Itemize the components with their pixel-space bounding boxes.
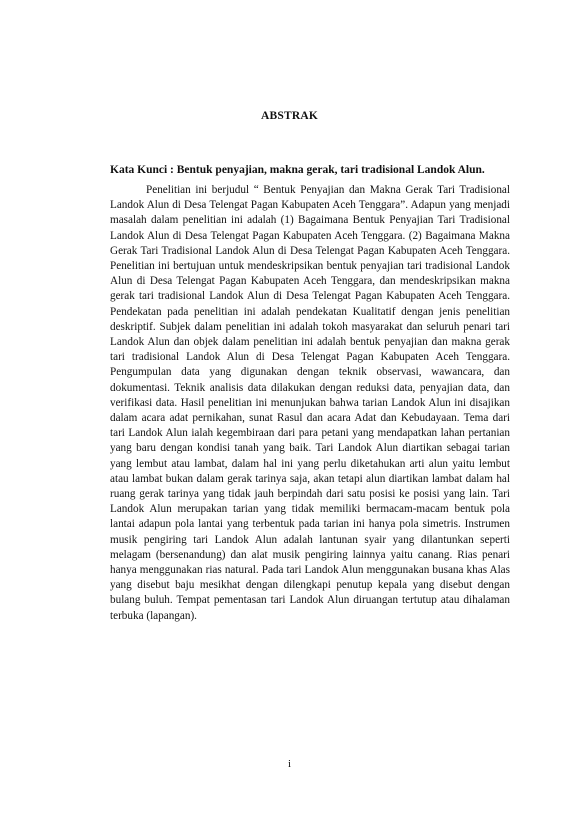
keywords-value: Bentuk penyajian, makna gerak, tari tradisional Landok Alun. <box>176 164 485 176</box>
keywords-label: Kata Kunci : <box>110 164 177 176</box>
keywords-line <box>110 164 510 176</box>
page-title: ABSTRAK <box>261 110 318 122</box>
abstract-paragraph: Penelitian ini berjudul “ Bentuk Penyajian dan Makna Gerak Tari Tradisional Landok Alun di Desa Telengat Pagan Kabupaten Aceh Tenggara”. Adapun yang menjadi masalah dalam penelitian ini adalah (1) Bagaimana Bentuk Penyajian Tari Tradisional Landok Alun di Desa Telengat Pagan Kabupaten Aceh Tenggara. (2) Bagaimana Makna Gerak Tari Tradisional Landok Alun di Desa Telengat Pagan Kabupaten Aceh Tenggara. Penelitian ini bertujuan untuk mendeskripsikan bentuk penyajian tari tradisional Landok Alun di Desa Telengat Pagan Kabupaten Aceh Tenggara, dan mendeskripsikan makna gerak tari tradisional Landok Alun di Desa Telengat Pagan Kabupaten Aceh Tenggara. Pendekatan pada penelitian ini adalah pendekatan Kualitatif dengan jenis penelitian deskriptif. Subjek dalam penelitian ini adalah tokoh masyarakat dan seluruh penari tari Landok Alun dan objek dalam penelitian ini adalah bentuk penyajian dan makna gerak tari tradisional Landok Alun di Desa Telengat Pagan Kabupaten Aceh Tenggara. Pengumpulan data yang digunakan dengan teknik observasi, wawancara, dan dokumentasi. Teknik analisis data dilakukan dengan reduksi data, penyajian data, dan verifikasi data. Hasil penelitian ini menunjukan bahwa tarian Landok Alun ini disajikan dalam acara adat pernikahan, sunat Rasul dan acara Adat dan Kebudayaan. Tema dari tari Landok Alun ialah kegembiraan dari para petani yang mendapatkan lahan pertanian yang baru dengan kondisi tanah yang baik. Tari Landok Alun diartikan sebagai tarian yang lembut atau lambat, dalam hal ini yang perlu diketahukan arti alun yaitu lembut atau lambat bukan dalam gerak tarinya saja, akan tetapi alun diartikan lambat dalam hal ruang gerak tarinya yang tidak jauh berpindah dari satu posisi ke posisi yang lain. Tari Landok Alun merupakan tarian yang tidak memiliki bermacam-macam bentuk pola lantai adapun pola lantai yang terbentuk pada tarian ini hanya pola simetris. Instrumen musik pengiring tari Landok Alun adalah lantunan syair yang dilantunkan seperti melagam (bersenandung) dan alat musik pengiring lainnya yaitu canang. Rias penari hanya menggunakan rias natural. Pada tari Landok Alun menggunakan busana khas Alas yang disebut baju mesikhat dengan dilengkapi penutup kepala yang disebut dengan bulang buluh. Tempat pementasan tari Landok Alun diruangan tertutup atau dihalaman terbuka (lapangan). <box>110 184 510 622</box>
page-number: i <box>287 758 292 770</box>
